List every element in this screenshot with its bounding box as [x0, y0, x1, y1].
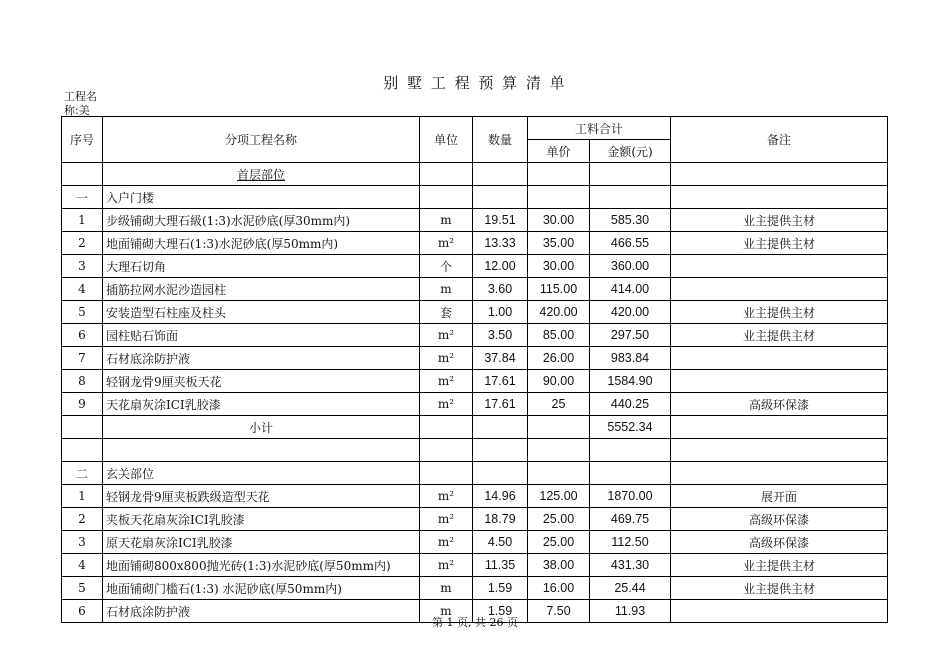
empty-cell: [528, 439, 590, 462]
empty-cell: [420, 416, 473, 439]
seq-cell: 4: [62, 554, 103, 577]
seq-cell: 5: [62, 577, 103, 600]
price-cell: 38.00: [528, 554, 590, 577]
seq-cell: 6: [62, 600, 103, 623]
floor-row: [62, 163, 888, 186]
empty-cell: [473, 439, 528, 462]
section-name: 玄关部位: [103, 462, 420, 485]
empty-cell: [473, 416, 528, 439]
unit-cell: m²: [420, 393, 473, 416]
item-name-cell: 插筋拉网水泥沙造园柱: [103, 278, 420, 301]
table-row: [62, 301, 888, 324]
header-amount: 金额(元): [590, 140, 671, 163]
unit-cell: m²: [420, 324, 473, 347]
note-cell: 业主提供主材: [671, 301, 888, 324]
qty-cell: 3.60: [473, 278, 528, 301]
empty-cell: [528, 163, 590, 186]
seq-cell: [62, 163, 103, 186]
empty-cell: [590, 163, 671, 186]
note-cell: [671, 278, 888, 301]
seq-cell: 2: [62, 232, 103, 255]
note-cell: 高级环保漆: [671, 393, 888, 416]
empty-cell: [590, 186, 671, 209]
unit-cell: m²: [420, 370, 473, 393]
price-cell: 90.00: [528, 370, 590, 393]
empty-cell: [420, 186, 473, 209]
note-cell: [671, 370, 888, 393]
unit-cell: m: [420, 600, 473, 623]
amount-cell: 1584.90: [590, 370, 671, 393]
qty-cell: 1.00: [473, 301, 528, 324]
empty-cell: [473, 186, 528, 209]
seq-cell: 7: [62, 347, 103, 370]
empty-cell: [62, 439, 103, 462]
unit-cell: m: [420, 278, 473, 301]
note-cell: [671, 255, 888, 278]
table-row: [62, 508, 888, 531]
budget-table: [61, 116, 888, 623]
price-cell: 115.00: [528, 278, 590, 301]
qty-cell: 37.84: [473, 347, 528, 370]
amount-cell: 1870.00: [590, 485, 671, 508]
qty-cell: 19.51: [473, 209, 528, 232]
price-cell: 25: [528, 393, 590, 416]
price-cell: 30.00: [528, 255, 590, 278]
header-unit: 单位: [420, 117, 473, 163]
table-row: [62, 370, 888, 393]
item-name-cell: 步级铺砌大理石級(1:3)水泥砂底(厚30mm内): [103, 209, 420, 232]
table-row: [62, 531, 888, 554]
section-row: [62, 186, 888, 209]
price-cell: 35.00: [528, 232, 590, 255]
section-name: 入户门楼: [103, 186, 420, 209]
seq-cell: 8: [62, 370, 103, 393]
qty-cell: 13.33: [473, 232, 528, 255]
table-row: [62, 485, 888, 508]
table-row: [62, 278, 888, 301]
empty-cell: [528, 416, 590, 439]
empty-cell: [590, 462, 671, 485]
qty-cell: 17.61: [473, 370, 528, 393]
price-cell: 25.00: [528, 531, 590, 554]
unit-cell: m: [420, 577, 473, 600]
seq-cell: 4: [62, 278, 103, 301]
table-row: [62, 347, 888, 370]
blank-row: [62, 439, 888, 462]
price-cell: 125.00: [528, 485, 590, 508]
empty-cell: [420, 462, 473, 485]
note-cell: 高级环保漆: [671, 508, 888, 531]
unit-cell: m²: [420, 531, 473, 554]
table-row: [62, 255, 888, 278]
qty-cell: 14.96: [473, 485, 528, 508]
unit-cell: m²: [420, 232, 473, 255]
item-name-cell: 园柱贴石饰面: [103, 324, 420, 347]
seq-cell: 9: [62, 393, 103, 416]
header-row: [62, 117, 888, 140]
amount-cell: 11.93: [590, 600, 671, 623]
unit-cell: m²: [420, 485, 473, 508]
seq-cell: 3: [62, 255, 103, 278]
seq-cell: 2: [62, 508, 103, 531]
qty-cell: 3.50: [473, 324, 528, 347]
header-note: 备注: [671, 117, 888, 163]
qty-cell: 11.35: [473, 554, 528, 577]
note-cell: 业主提供主材: [671, 209, 888, 232]
price-cell: 26.00: [528, 347, 590, 370]
item-name-cell: 石材底涂防护液: [103, 347, 420, 370]
table-row: [62, 324, 888, 347]
amount-cell: 469.75: [590, 508, 671, 531]
note-cell: 高级环保漆: [671, 531, 888, 554]
price-cell: 30.00: [528, 209, 590, 232]
empty-cell: [671, 439, 888, 462]
price-cell: 25.00: [528, 508, 590, 531]
item-name-cell: 原天花扇灰涂ICI乳胶漆: [103, 531, 420, 554]
empty-cell: [671, 416, 888, 439]
empty-cell: [528, 462, 590, 485]
table-body: [62, 163, 888, 623]
amount-cell: 431.30: [590, 554, 671, 577]
empty-cell: [420, 163, 473, 186]
table-row: [62, 393, 888, 416]
seq-cell: 3: [62, 531, 103, 554]
subtotal-amount: 5552.34: [590, 416, 671, 439]
empty-cell: [473, 163, 528, 186]
empty-cell: [420, 439, 473, 462]
unit-cell: 套: [420, 301, 473, 324]
empty-cell: [473, 462, 528, 485]
empty-cell: [590, 439, 671, 462]
amount-cell: 585.30: [590, 209, 671, 232]
seq-cell: 5: [62, 301, 103, 324]
qty-cell: 4.50: [473, 531, 528, 554]
unit-cell: m²: [420, 508, 473, 531]
qty-cell: 18.79: [473, 508, 528, 531]
item-name-cell: 轻钢龙骨9厘夹板跌级造型天花: [103, 485, 420, 508]
item-name-cell: 地面铺砌门槛石(1:3) 水泥砂底(厚50mm内): [103, 577, 420, 600]
item-name-cell: 天花扇灰涂ICI乳胶漆: [103, 393, 420, 416]
note-cell: 展开面: [671, 485, 888, 508]
price-cell: 85.00: [528, 324, 590, 347]
seq-cell: 1: [62, 209, 103, 232]
project-name-label: 工程名称:美: [64, 90, 97, 117]
header-group: 工料合计: [528, 117, 671, 140]
header-qty: 数量: [473, 117, 528, 163]
empty-cell: [528, 186, 590, 209]
empty-cell: [103, 439, 420, 462]
amount-cell: 466.55: [590, 232, 671, 255]
item-name-cell: 地面铺砌800x800抛光砖(1:3)水泥砂底(厚50mm内): [103, 554, 420, 577]
subtotal-row: [62, 416, 888, 439]
empty-cell: [671, 186, 888, 209]
item-name-cell: 地面铺砌大理石(1:3)水泥砂底(厚50mm内): [103, 232, 420, 255]
qty-cell: 1.59: [473, 577, 528, 600]
header-name: 分项工程名称: [103, 117, 420, 163]
amount-cell: 420.00: [590, 301, 671, 324]
item-name-cell: 石材底涂防护液: [103, 600, 420, 623]
page-footer: 第 1 页, 共 26 页: [432, 616, 518, 629]
item-name-cell: 安装造型石柱座及柱头: [103, 301, 420, 324]
note-cell: [671, 347, 888, 370]
item-name-cell: 大理石切角: [103, 255, 420, 278]
price-cell: 16.00: [528, 577, 590, 600]
price-cell: 420.00: [528, 301, 590, 324]
header-seq: 序号: [62, 117, 103, 163]
amount-cell: 983.84: [590, 347, 671, 370]
amount-cell: 25.44: [590, 577, 671, 600]
qty-cell: 17.61: [473, 393, 528, 416]
table-row: [62, 554, 888, 577]
item-name-cell: 轻钢龙骨9厘夹板天花: [103, 370, 420, 393]
floor-name-cell: [103, 163, 420, 186]
table-row: [62, 577, 888, 600]
qty-cell: 12.00: [473, 255, 528, 278]
amount-cell: 360.00: [590, 255, 671, 278]
empty-cell: [671, 462, 888, 485]
section-row: [62, 462, 888, 485]
seq-cell: 6: [62, 324, 103, 347]
table-row: [62, 232, 888, 255]
table-row: [62, 209, 888, 232]
unit-cell: m²: [420, 554, 473, 577]
price-cell: 7.50: [528, 600, 590, 623]
empty-cell: [671, 163, 888, 186]
section-seq: 二: [62, 462, 103, 485]
note-cell: 业主提供主材: [671, 232, 888, 255]
empty-cell: [62, 416, 103, 439]
unit-cell: 个: [420, 255, 473, 278]
note-cell: 业主提供主材: [671, 324, 888, 347]
unit-cell: m: [420, 209, 473, 232]
floor-name: 首层部位: [236, 167, 285, 182]
note-cell: 业主提供主材: [671, 554, 888, 577]
section-seq: 一: [62, 186, 103, 209]
amount-cell: 297.50: [590, 324, 671, 347]
amount-cell: 440.25: [590, 393, 671, 416]
amount-cell: 112.50: [590, 531, 671, 554]
unit-cell: m²: [420, 347, 473, 370]
subtotal-label: 小计: [103, 416, 420, 439]
document-title: 别 墅 工 程 预 算 清 单: [383, 74, 567, 92]
note-cell: 业主提供主材: [671, 577, 888, 600]
amount-cell: 414.00: [590, 278, 671, 301]
header-price: 单价: [528, 140, 590, 163]
item-name-cell: 夹板天花扇灰涂ICI乳胶漆: [103, 508, 420, 531]
qty-cell: 1.59: [473, 600, 528, 623]
seq-cell: 1: [62, 485, 103, 508]
